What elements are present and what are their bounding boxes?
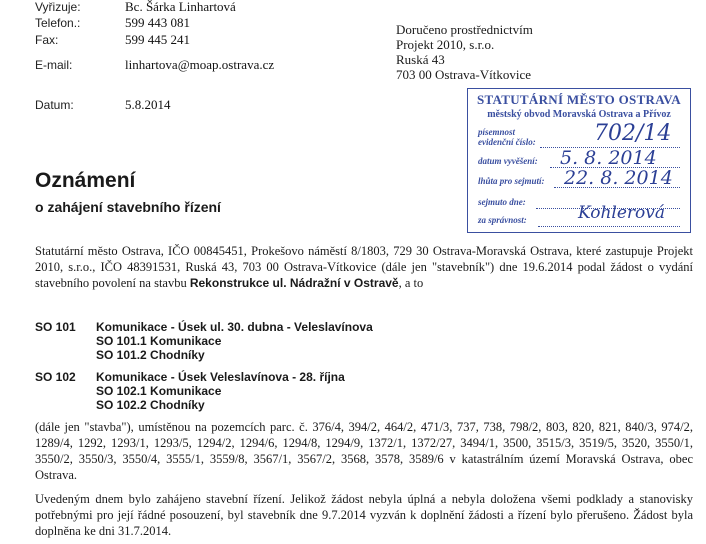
fax-value: 599 445 241 (125, 32, 190, 47)
stamp-row-evidence-label: písemnost evidenční číslo: (478, 127, 536, 147)
paragraph-application-tail: , a to (398, 276, 424, 290)
vyrizuje-value: Bc. Šárka Linhartová (125, 0, 236, 14)
stamp-row-correctness-label: za správnost: (478, 215, 527, 225)
stamp-row-posted-handwritten: 5. 8. 2014 (560, 147, 657, 169)
so102-2: SO 102.2 Chodníky (96, 398, 205, 412)
stamp-row-posted-label: datum vyvěšení: (478, 156, 538, 166)
page-title: Oznámení (35, 169, 136, 192)
stamp-signature: Kohlerová (578, 203, 666, 223)
datum-value: 5.8.2014 (125, 97, 171, 112)
official-stamp (467, 88, 691, 233)
stamp-row-evidence-handwritten: 702/14 (594, 121, 672, 146)
stamp-title: STATUTÁRNÍ MĚSTO OSTRAVA (477, 92, 681, 107)
page-subtitle: o zahájení stavebního řízení (35, 199, 221, 215)
paragraph-procedure: Uvedeným dnem bylo zahájeno stavební řízení. Jelikož žádost nebyla úplná a nebyla doložena všemi podklady a stanovisky potřebnými pro její řádné posouzení, byl stavebník dne 9.7.2014 vyzván k doplnění žádosti a řízení bylo přerušeno. Žádost byla doplněna ke dni 31.7.2014. (35, 492, 693, 538)
fax-label: Fax: (35, 33, 59, 47)
datum-label: Datum: (35, 98, 74, 112)
so101-2: SO 101.2 Chodníky (96, 348, 205, 362)
stamp-row-removal-deadline-label: lhůta pro sejmutí: (478, 176, 545, 186)
so102-name: Komunikace - Úsek Veleslavínova - 28. října (96, 370, 345, 384)
delivery-line-1: Doručeno prostřednictvím (396, 22, 533, 37)
delivery-address (396, 22, 533, 82)
paragraph-parcels: (dále jen "stavba"), umístěnou na pozemcích parc. č. 376/4, 394/2, 464/2, 471/3, 737, 738, 798/2, 803, 820, 821, 840/3, 974/2, 1289/4, 1292, 1293/1, 1293/5, 1294/2, 1294/6, 1294/8, 1294/9, 1372/1, 1372/27, 3494/1, 3500, 3515/3, 3519/5, 3520, 3550/1, 3550/2, 3550/3, 3550/4, 3555/1, 3559/8, 3567/1, 3567/2, 3568, 3578, 3589/6 v katastrálním území Moravská Ostrava, obec Ostrava. (35, 420, 693, 482)
so101-1: SO 101.1 Komunikace (96, 334, 222, 348)
construction-name: Rekonstrukce ul. Nádražní v Ostravě (189, 276, 399, 290)
email-value: linhartova@moap.ostrava.cz (125, 57, 275, 72)
stamp-row-removed-label: sejmuto dne: (478, 197, 526, 207)
delivery-line-3: Ruská 43 (396, 52, 445, 67)
so101-name: Komunikace - Úsek ul. 30. dubna - Veleslavínova (96, 320, 373, 334)
so102-1: SO 102.1 Komunikace (96, 384, 222, 398)
paragraph-application (35, 243, 693, 291)
delivery-line-4: 703 00 Ostrava-Vítkovice (396, 67, 532, 82)
telefon-label: Telefon.: (35, 16, 81, 30)
delivery-line-2: Projekt 2010, s.r.o. (396, 37, 495, 52)
vyrizuje-label: Vyřizuje: (35, 0, 81, 14)
so102-code: SO 102 (35, 370, 76, 384)
stamp-row-removal-deadline-handwritten: 22. 8. 2014 (564, 167, 673, 189)
telefon-value: 599 443 081 (125, 15, 190, 30)
email-label: E-mail: (35, 58, 73, 72)
so101-code: SO 101 (35, 320, 76, 334)
paragraph-application-text: Statutární město Ostrava, IČO 00845451, Prokešovo náměstí 8/1803, 729 30 Ostrava-Moravská Ostrava, které zastupuje Projekt 2010, s.r.o., IČO 48391531, Ruská 43, 703 00 Ostrava-Vítkovice (dále jen "stavebník") dne 19.6.2014 podal žádost o vydání stavebního povolení na stavbu (35, 244, 693, 290)
stamp-subtitle: městský obvod Moravská Ostrava a Přívoz (487, 109, 671, 120)
stamp-row-correctness-line (538, 226, 680, 227)
